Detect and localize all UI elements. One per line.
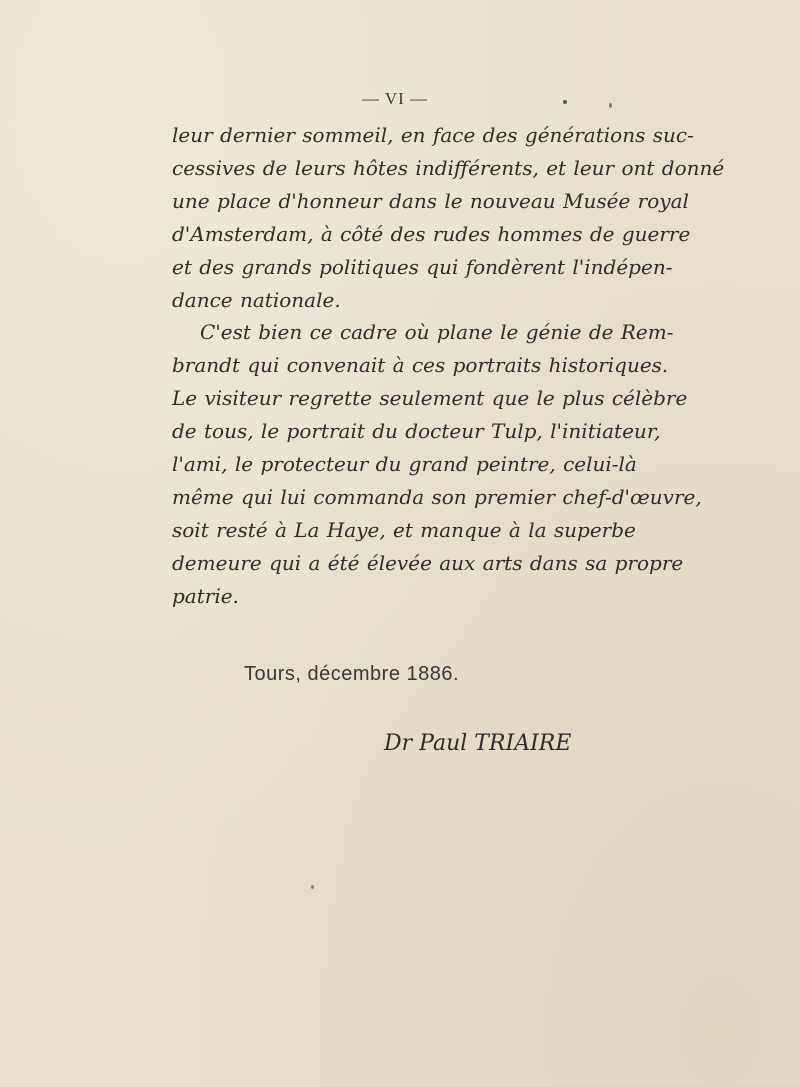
text-line: soit resté à La Haye, et manque à la superbe	[172, 517, 636, 542]
text-line: de tous, le portrait du docteur Tulp, l'initiateur,	[172, 419, 661, 444]
text-line: leur dernier sommeil, en face des générations suc-	[172, 123, 694, 147]
text-line: patrie.	[172, 583, 239, 608]
page-number: — VI —	[361, 89, 429, 108]
text-line: C'est bien ce cadre où plane le génie de Rem-	[200, 320, 674, 345]
text-line: dance nationale.	[172, 287, 341, 312]
signature: Dr Paul TRIAIRE	[384, 731, 572, 756]
paragraph-2	[172, 316, 752, 612]
place-date: Tours, décembre 1886.	[244, 663, 460, 685]
paper-speck	[563, 100, 567, 104]
paper-speck	[311, 885, 314, 889]
text-line: cessives de leurs hôtes indifférents, et leur ont donné	[172, 155, 725, 180]
text-line: une place d'honneur dans le nouveau Musée royal	[172, 188, 689, 213]
paper-speck	[609, 103, 612, 108]
text-line: l'ami, le protecteur du grand peintre, celui-là	[172, 452, 637, 477]
paragraph-1	[172, 119, 752, 316]
text-line: même qui lui commanda son premier chef-d'œuvre,	[172, 484, 702, 509]
text-line: d'Amsterdam, à côté des rudes hommes de guerre	[172, 221, 691, 246]
body-text	[172, 119, 752, 613]
text-line: brandt qui convenait à ces portraits historiques.	[172, 353, 669, 378]
text-line: Le visiteur regrette seulement que le plus célèbre	[172, 386, 688, 411]
text-line: demeure qui a été élevée aux arts dans sa propre	[172, 550, 684, 575]
text-line: et des grands politiques qui fondèrent l'indépen-	[172, 254, 673, 279]
